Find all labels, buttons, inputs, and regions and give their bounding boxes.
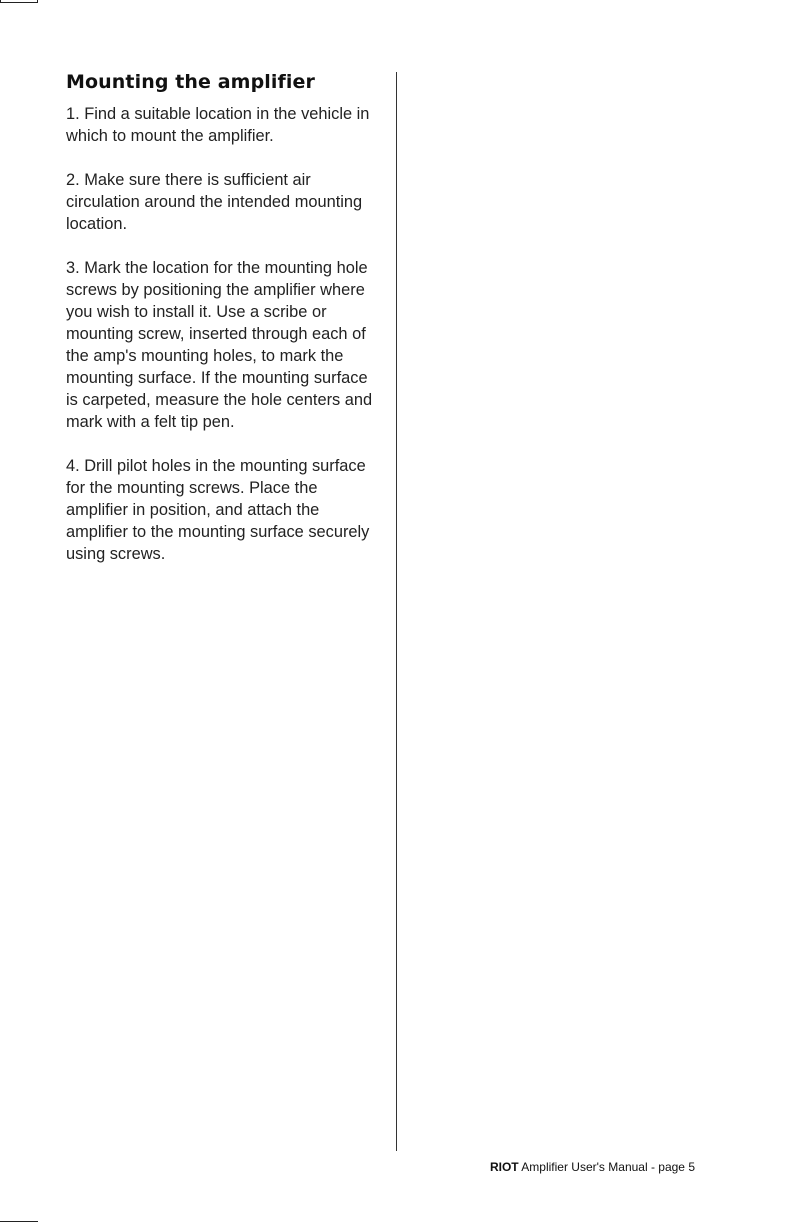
crop-mark-top [0,0,38,3]
footer-text: Amplifier User's Manual - page 5 [521,1160,695,1174]
step-2: 2. Make sure there is sufficient air circulation around the intended mounting location. [66,171,363,233]
footer-brand: RIOT [489,1160,519,1174]
crop-mark-bottom [0,1221,38,1222]
column-divider [396,72,397,1151]
page-footer [490,1160,695,1174]
section-title: Mounting the amplifier [66,71,315,93]
step-1: 1. Find a suitable location in the vehicle in which to mount the amplifier. [66,105,370,145]
step-3: 3. Mark the location for the mounting hole screws by positioning the amplifier where you wish to install it. Use a scribe or mounting screw, inserted through each of the amp's mounting holes, to mark the mounting surface. If the mounting surface is carpeted, measure the hole centers and mark with a felt tip pen. [66,259,373,431]
step-4: 4. Drill pilot holes in the mounting surface for the mounting screws. Place the amplifier in position, and attach the amplifier to the mounting surface securely using screws. [66,457,370,563]
left-column [66,68,381,587]
